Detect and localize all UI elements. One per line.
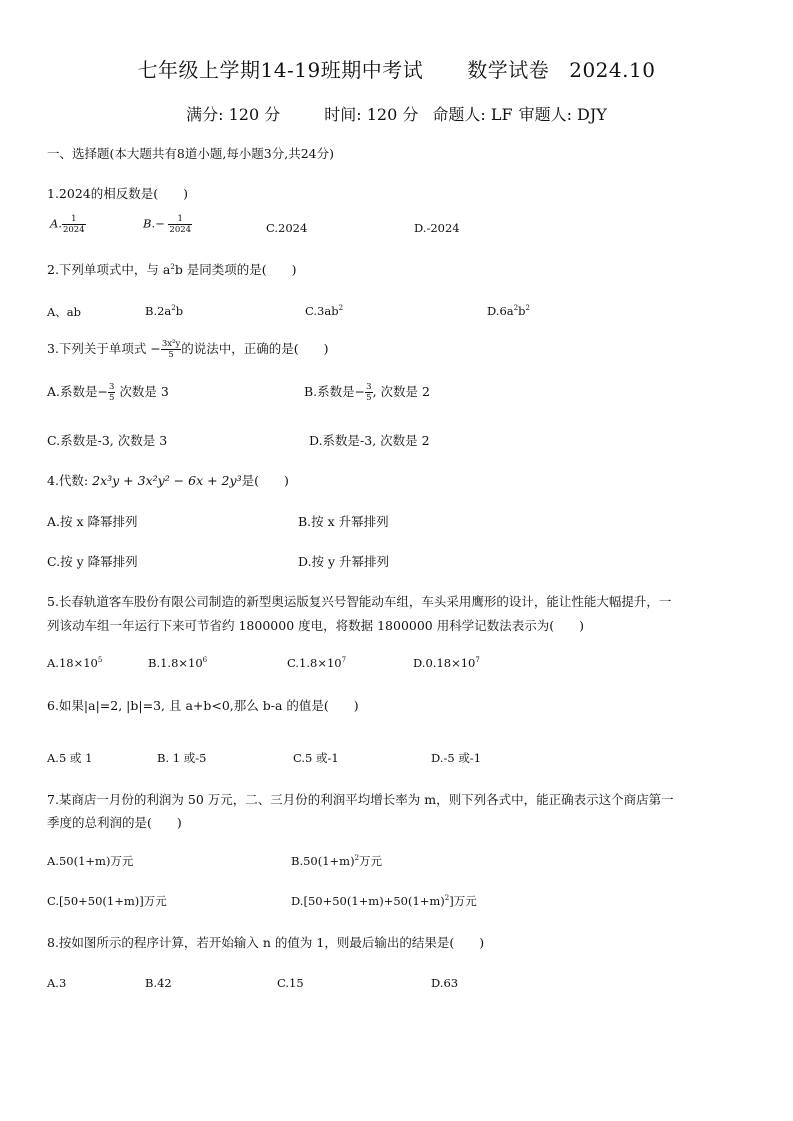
q3-a-post: 次数是 3 — [115, 384, 169, 399]
q4-option-d: D.按 y 升幂排列 — [298, 554, 390, 569]
q7-option-c: C.[50+50(1+m)]万元 — [47, 894, 167, 908]
title-date: 2024.10 — [569, 58, 656, 82]
q2-option-a: A、ab — [47, 305, 82, 319]
q1-a-label: A. — [50, 216, 62, 231]
q2-c-exp: 2 — [338, 304, 344, 312]
q2-b-base: B.2a — [145, 304, 172, 318]
q4-stem-a: 4.代数: — [47, 473, 93, 488]
exam-time: 时间: 120 分 — [324, 105, 419, 124]
q5-d-exp: 7 — [475, 656, 480, 664]
q7-option-a: A.50(1+m)万元 — [47, 854, 134, 868]
q8-stem: 8.按如图所示的程序计算，若开始输入 n 的值为 1，则最后输出的结果是( ) — [47, 935, 485, 950]
q2-d-exp1: 2 — [513, 304, 519, 312]
q2-d-base: D.6a — [487, 304, 514, 318]
q7-option-d — [291, 893, 477, 909]
q1-option-b — [143, 214, 192, 235]
q2-c-base: C.3ab — [305, 304, 339, 318]
q1-option-c: C.2024 — [266, 221, 308, 235]
q4-option-b: B.按 x 升幂排列 — [298, 514, 389, 529]
q7-b-base: B.50(1+m) — [291, 854, 355, 868]
q2-stem-a: 2.下列单项式中，与 a — [47, 262, 171, 277]
title-subject: 数学试卷 — [467, 58, 550, 82]
q2-option-b — [145, 304, 183, 318]
q1-a-den: 2024 — [62, 225, 85, 235]
q3-b-pre: B.系数是− — [304, 384, 366, 399]
q6-stem: 6.如果|a|=2, |b|=3, 且 a+b<0,那么 b-a 的值是( ) — [47, 698, 359, 713]
q5-d-base: D.0.18×10 — [413, 656, 476, 670]
q1-b-den: 2024 — [169, 225, 192, 235]
q2-stem — [47, 260, 297, 278]
q3-a-num: 3 — [108, 382, 115, 392]
q5-option-b — [148, 656, 207, 670]
q2-option-d — [487, 304, 530, 318]
q6-option-b: B. 1 或-5 — [157, 751, 207, 765]
q7-d-exp: 2 — [444, 894, 450, 902]
q4-option-c: C.按 y 降幂排列 — [47, 554, 138, 569]
exam-info — [0, 102, 793, 125]
q1-option-a — [50, 214, 86, 235]
q2-stem-b: b 是同类项的是( ) — [174, 262, 297, 277]
q8-option-d: D.63 — [431, 976, 459, 990]
q5-b-base: B.1.8×10 — [148, 656, 203, 670]
q3-option-c: C.系数是-3, 次数是 3 — [47, 433, 168, 448]
q3-stem-fraction — [161, 339, 181, 360]
q3-b-post: , 次数是 2 — [372, 384, 430, 399]
q1-a-num: 1 — [62, 214, 86, 225]
q5-option-d — [413, 656, 480, 670]
q6-option-d: D.-5 或-1 — [431, 751, 482, 765]
q1-b-label: B.− — [143, 216, 165, 231]
q1-b-fraction — [168, 214, 192, 235]
q7-b-tail: 万元 — [359, 854, 383, 868]
q6-option-a: A.5 或 1 — [47, 751, 93, 765]
q7-b-exp: 2 — [354, 854, 360, 862]
q3-frac-num: 3x²y — [161, 339, 181, 349]
q7-d-tail: ]万元 — [449, 894, 477, 908]
q3-option-b — [304, 382, 430, 403]
q5-c-base: C.1.8×10 — [287, 656, 342, 670]
q8-option-a: A.3 — [47, 976, 67, 990]
q4-option-a: A.按 x 降幂排列 — [47, 514, 138, 529]
reviewer: 审题人: DJY — [518, 105, 607, 124]
q5-a-base: A.18×10 — [47, 656, 98, 670]
q5-b-exp: 6 — [202, 656, 208, 664]
q2-d-mid: b — [518, 304, 526, 318]
q7-d-base: D.[50+50(1+m)+50(1+m) — [291, 894, 445, 908]
q3-frac-den: 5 — [168, 350, 174, 360]
question-setter: 命题人: LF — [432, 105, 513, 124]
q2-stem-exp: 2 — [170, 263, 175, 271]
title-left: 七年级上学期14-19班期中考试 — [137, 58, 424, 82]
q3-stem-a: 3.下列关于单项式 − — [47, 341, 161, 356]
exam-title — [0, 54, 793, 83]
q6-option-c: C.5 或-1 — [293, 751, 339, 765]
q3-a-pre: A.系数是− — [47, 384, 108, 399]
q1-option-d: D.-2024 — [414, 221, 460, 235]
q7-stem-line1: 7.某商店一月份的利润为 50 万元，二、三月份的利润平均增长率为 m，则下列各式中，能正确表示这个商店第一 — [47, 792, 674, 807]
full-score: 满分: 120 分 — [186, 105, 281, 124]
q3-a-den: 5 — [108, 393, 115, 403]
q1-b-num: 1 — [168, 214, 192, 225]
q5-c-exp: 7 — [341, 656, 347, 664]
q8-option-b: B.42 — [145, 976, 172, 990]
q2-b-exp: 2 — [171, 304, 176, 312]
q3-stem — [47, 339, 329, 360]
q1-a-fraction — [62, 214, 86, 235]
q7-stem-line2: 季度的总利润的是( ) — [47, 815, 182, 830]
q5-a-exp: 5 — [97, 656, 103, 664]
q5-stem-line2: 列该动车组一年运行下来可节省约 1800000 度电，将数据 1800000 用科学记数法表示为( ) — [47, 618, 584, 633]
q4-stem-b: 是( ) — [241, 473, 289, 488]
q5-option-a — [47, 656, 102, 670]
q3-option-d: D.系数是-3, 次数是 2 — [309, 433, 430, 448]
section-heading: 一、选择题(本大题共有8道小题,每小题3分,共24分) — [47, 146, 335, 161]
q2-b-tail: b — [175, 304, 184, 318]
q4-stem — [47, 471, 289, 489]
q3-b-num: 3 — [366, 382, 372, 392]
q8-option-c: C.15 — [277, 976, 304, 990]
q2-option-c — [305, 304, 343, 318]
q5-option-c — [287, 656, 346, 670]
q3-b-fraction — [365, 382, 372, 403]
q7-option-b — [291, 853, 382, 869]
q3-option-a — [47, 382, 169, 403]
q2-d-exp2: 2 — [525, 304, 530, 312]
q4-expression: 2x³y + 3x²y² − 6x + 2y³ — [92, 473, 242, 488]
q3-b-den: 5 — [366, 393, 372, 403]
q1-stem: 1.2024的相反数是( ) — [47, 186, 188, 201]
q5-stem-line1: 5.长春轨道客车股份有限公司制造的新型奥运版复兴号智能动车组，车头采用鹰形的设计，能让性能大幅提升，一 — [47, 594, 672, 609]
q3-stem-b: 的说法中，正确的是( ) — [181, 341, 329, 356]
